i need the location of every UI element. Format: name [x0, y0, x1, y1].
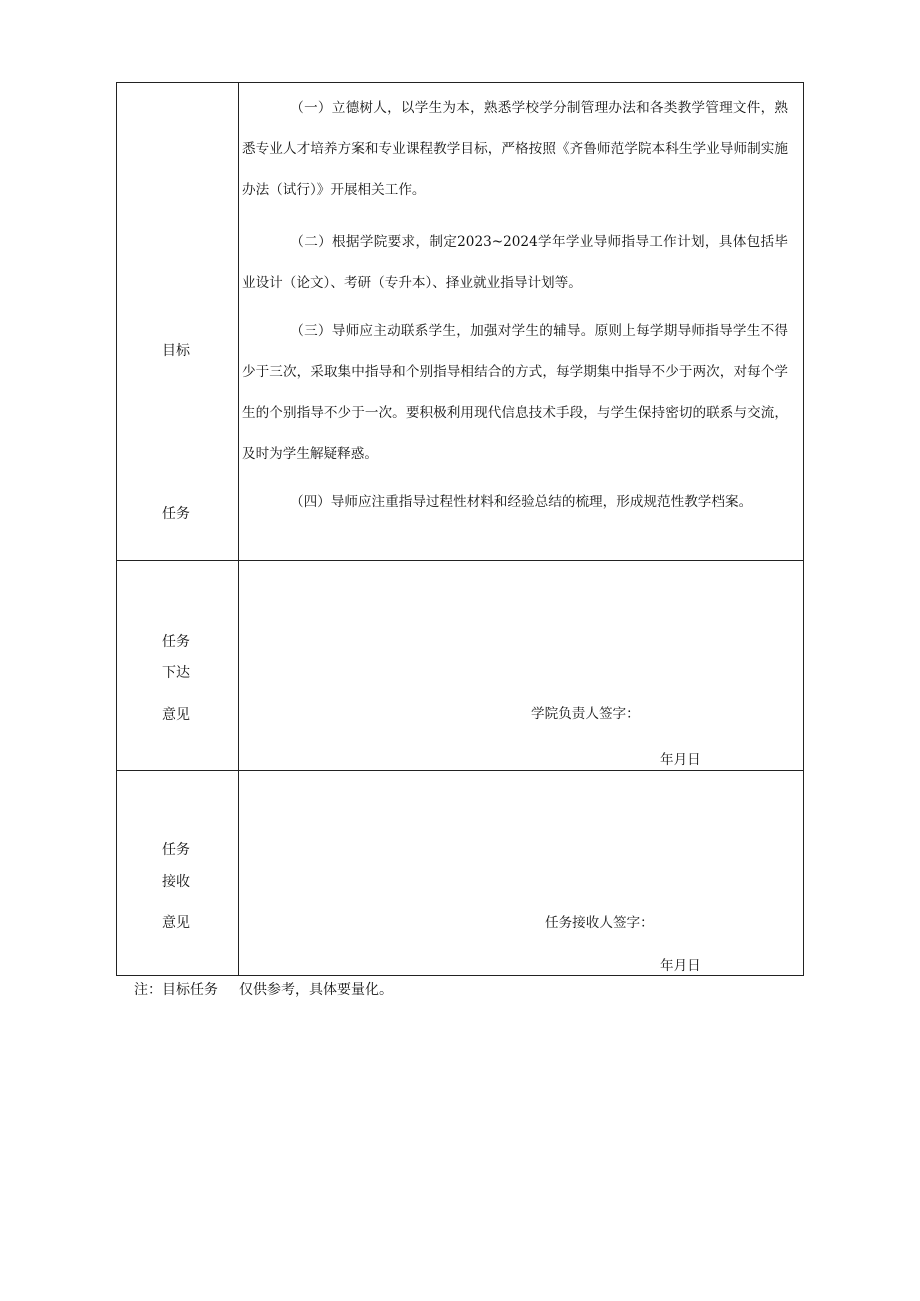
footnote-part1: 注：目标任务 — [134, 982, 218, 998]
table-bottom-border — [116, 975, 804, 976]
goal-item-3: （三）导师应主动联系学生，加强对学生的辅导。原则上每学期导师指导学生不得少于三次，采取集中指导和个别指导相结合的方式，每学期集中指导不少于两次，对每个学生的个别指导不少于一次。要积极利用现代信息技术手段，与学生保持密切的联系与交流，及时为学生解疑释惑。 — [242, 323, 788, 462]
goal-item-1: （一）立德树人，以学生为本，熟悉学校学分制管理办法和各类教学管理文件，熟悉专业人才培养方案和专业课程教学目标，严格按照《齐鲁师范学院本科生学业导师制实施办法（试行）》开展相关工作。 — [242, 100, 788, 198]
goal-item-2: （二）根据学院要求，制定2023~2024学年学业导师指导工作计划，具体包括毕业设计（论文）、考研（专升本）、择业就业指导计划等。 — [242, 234, 788, 291]
row-divider-2 — [116, 770, 804, 771]
column-divider — [238, 82, 239, 976]
table-top-border — [116, 82, 804, 83]
table-right-border — [803, 82, 804, 976]
receiver-signature-label: 任务接收人签字： — [545, 915, 654, 931]
receive-label-line2: 接收 — [162, 874, 190, 890]
table-left-border — [116, 82, 117, 976]
issue-date-label: 年月日 — [660, 752, 701, 768]
tasks-label: 任务 — [162, 506, 190, 522]
footnote-part2: 仅供参考，具体要量化。 — [239, 982, 393, 998]
row-divider-1 — [116, 560, 804, 561]
college-head-signature-label: 学院负责人签字： — [531, 706, 640, 722]
goals-label: 目标 — [162, 343, 190, 359]
issue-label-line1: 任务 — [162, 634, 190, 650]
goal-item-4: （四）导师应注重指导过程性材料和经验总结的梳理，形成规范性教学档案。 — [290, 494, 753, 510]
issue-label-line3: 意见 — [162, 707, 190, 723]
receive-label-line1: 任务 — [162, 842, 190, 858]
receive-date-label: 年月日 — [660, 958, 701, 974]
receive-label-line3: 意见 — [162, 915, 190, 931]
issue-label-line2: 下达 — [162, 665, 190, 681]
